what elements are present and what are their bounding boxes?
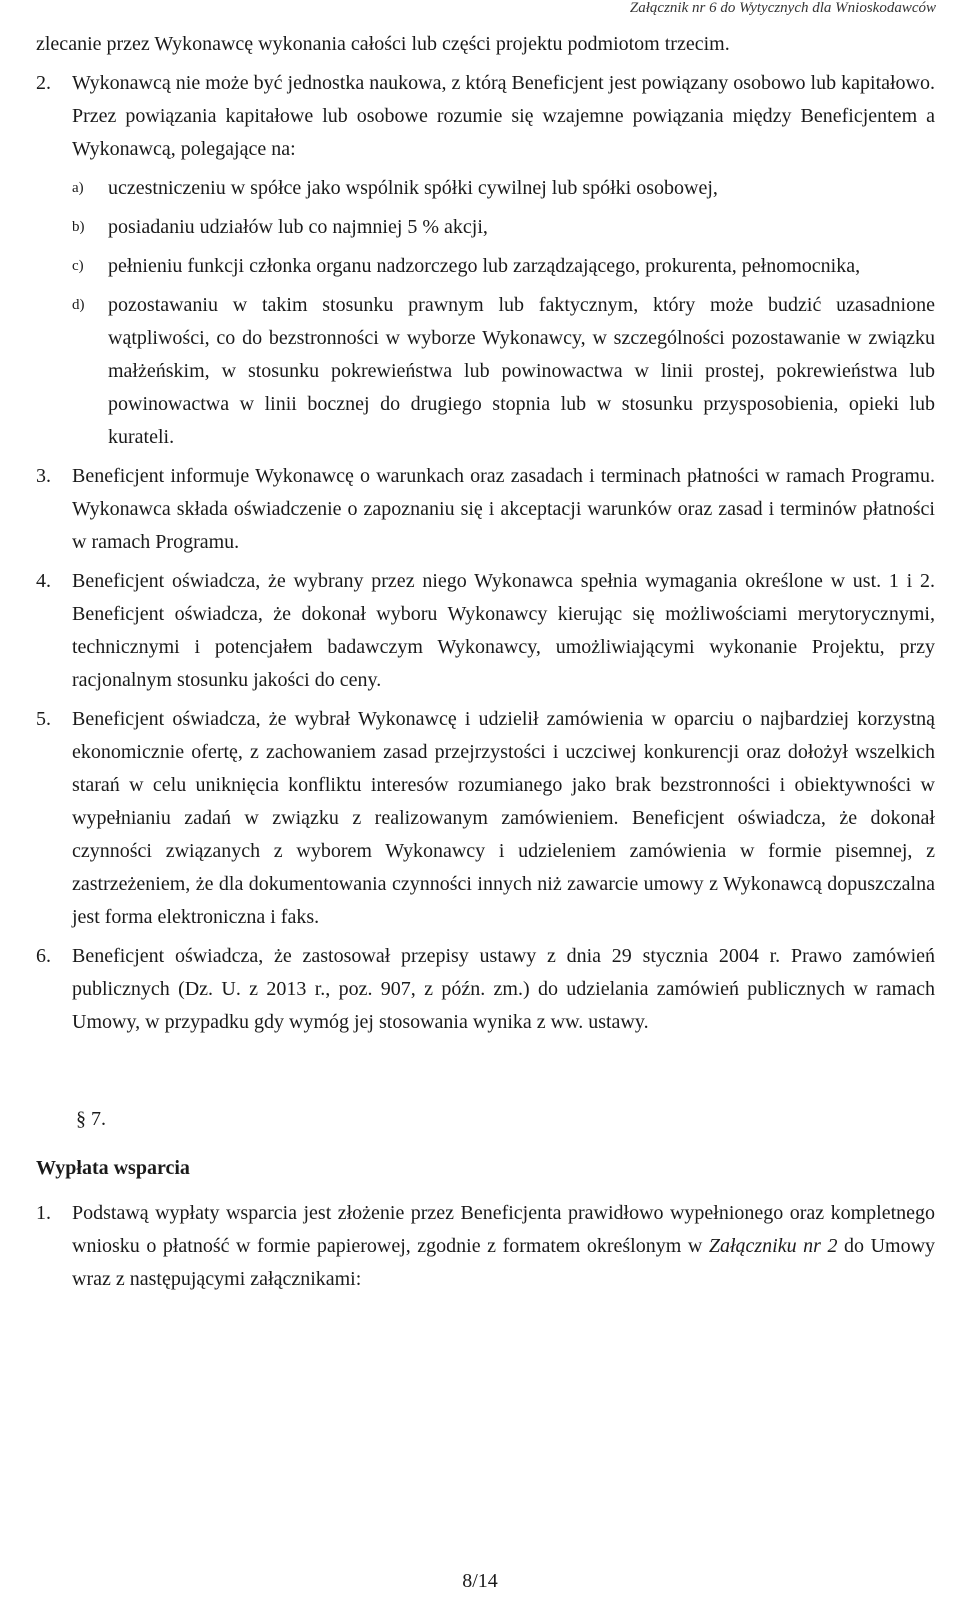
section-title: Wypłata wsparcia xyxy=(36,1157,190,1179)
list-item-6 xyxy=(36,940,935,1039)
sub-item-d xyxy=(72,289,935,454)
sub-item-text: posiadaniu udziałów lub co najmniej 5 % akcji, xyxy=(108,216,488,238)
sub-item-c xyxy=(72,250,935,283)
sub-item-b xyxy=(72,211,935,244)
document-body xyxy=(36,28,935,1296)
section-list-item-1 xyxy=(36,1197,935,1296)
item-number: 1. xyxy=(36,1202,51,1224)
item-text-part: do Umowy wraz z następującymi załącznikami: xyxy=(72,1235,936,1290)
item-text: Beneficjent oświadcza, że wybrał Wykonawcę i udzielił zamówienia w oparciu o najbardziej korzystną ekonomicznie ofertę, z zachowaniem zasad przejrzystości i uczciwej konkurencji oraz dołożył wszelkich starań w celu uniknięcia konfliktu interesów rozumianego jako brak bezstronności i obiektywności w wypełnianiu zadań w związku z realizowanym zamówieniem. Beneficjent oświadcza, że dokonał czynności związanych z wyborem Wykonawcy i udzieleniem zamówienia w formie pisemnej, z zastrzeżeniem, że dla dokumentowania czynności innych niż zawarcie umowy z Wykonawcą dopuszczalna jest forma elektroniczna i faks. xyxy=(72,708,935,928)
section-number: § 7. xyxy=(76,1108,106,1130)
item-number: 5. xyxy=(36,708,51,730)
item-number: 6. xyxy=(36,945,51,967)
sub-item-text: uczestniczeniu w spółce jako wspólnik spółki cywilnej lub spółki osobowej, xyxy=(108,177,718,199)
sub-item-label: a) xyxy=(72,180,84,196)
list-item-3 xyxy=(36,460,935,559)
item-text: Beneficjent oświadcza, że zastosował przepisy ustawy z dnia 29 stycznia 2004 r. Prawo zamówień publicznych (Dz. U. z 2013 r., poz. 907, z późn. zm.) do udzielania zamówień publicznych w ramach Umowy, w przypadku gdy wymóg jej stosowania wynika z ww. ustawy. xyxy=(72,945,935,1033)
item-text xyxy=(72,1197,935,1296)
item-number: 4. xyxy=(36,570,51,592)
item-text: Beneficjent oświadcza, że wybrany przez niego Wykonawca spełnia wymagania określone w ust. 1 i 2. Beneficjent oświadcza, że dokonał wyboru Wykonawcy kierując się możliwościami merytorycznymi, technicznymi i potencjałem badawczym Wykonawcy, umożliwiającymi wykonanie Projektu, przy racjonalnym stosunku jakości do ceny. xyxy=(72,570,935,691)
sub-list xyxy=(36,172,935,454)
sub-item-label: b) xyxy=(72,219,85,235)
item-text: Beneficjent informuje Wykonawcę o warunkach oraz zasadach i terminach płatności w ramach Programu. Wykonawca składa oświadczenie o zapoznaniu się i akceptacji warunków oraz zasad i terminów płatności w ramach Programu. xyxy=(72,465,935,553)
intro-line: zlecanie przez Wykonawcę wykonania całości lub części projektu podmiotom trzecim. xyxy=(36,33,730,55)
list-item-5 xyxy=(36,703,935,934)
page-header: Załącznik nr 6 do Wytycznych dla Wnioskodawców xyxy=(629,0,936,16)
page-number: 8/14 xyxy=(462,1570,498,1592)
sub-item-text: pozostawaniu w takim stosunku prawnym lub faktycznym, który może budzić uzasadnione wątpliwości, co do bezstronności w wyborze Wykonawcy, w szczególności pozostawanie w związku małżeńskim, w stosunku pokrewieństwa lub powinowactwa w linii prostej, pokrewieństwa lub powinowactwa w linii bocznej do drugiego stopnia lub w stosunku przysposobienia, opieki lub kurateli. xyxy=(108,294,935,448)
sub-item-text: pełnieniu funkcji członka organu nadzorczego lub zarządzającego, prokurenta, pełnomocnika, xyxy=(108,255,861,277)
attachment-reference: Załączniku nr 2 xyxy=(708,1235,838,1257)
item-text: Wykonawcą nie może być jednostka naukowa, z którą Beneficjent jest powiązany osobowo lub kapitałowo. Przez powiązania kapitałowe lub osobowe rozumie się wzajemne powiązania między Beneficjentem a Wykonawcą, polegające na: xyxy=(72,72,935,160)
sub-item-label: d) xyxy=(72,297,85,313)
item-number: 3. xyxy=(36,465,51,487)
item-number: 2. xyxy=(36,72,51,94)
list-item-2 xyxy=(36,67,935,166)
sub-item-label: c) xyxy=(72,258,84,274)
list-item-4 xyxy=(36,565,935,697)
item-text-part: Podstawą wypłaty wsparcia jest złożenie przez Beneficjenta prawidłowo wypełnionego oraz kompletnego wniosku o płatność w formie papierowej, zgodnie z formatem określonym w xyxy=(72,1202,935,1257)
sub-item-a xyxy=(72,172,935,205)
